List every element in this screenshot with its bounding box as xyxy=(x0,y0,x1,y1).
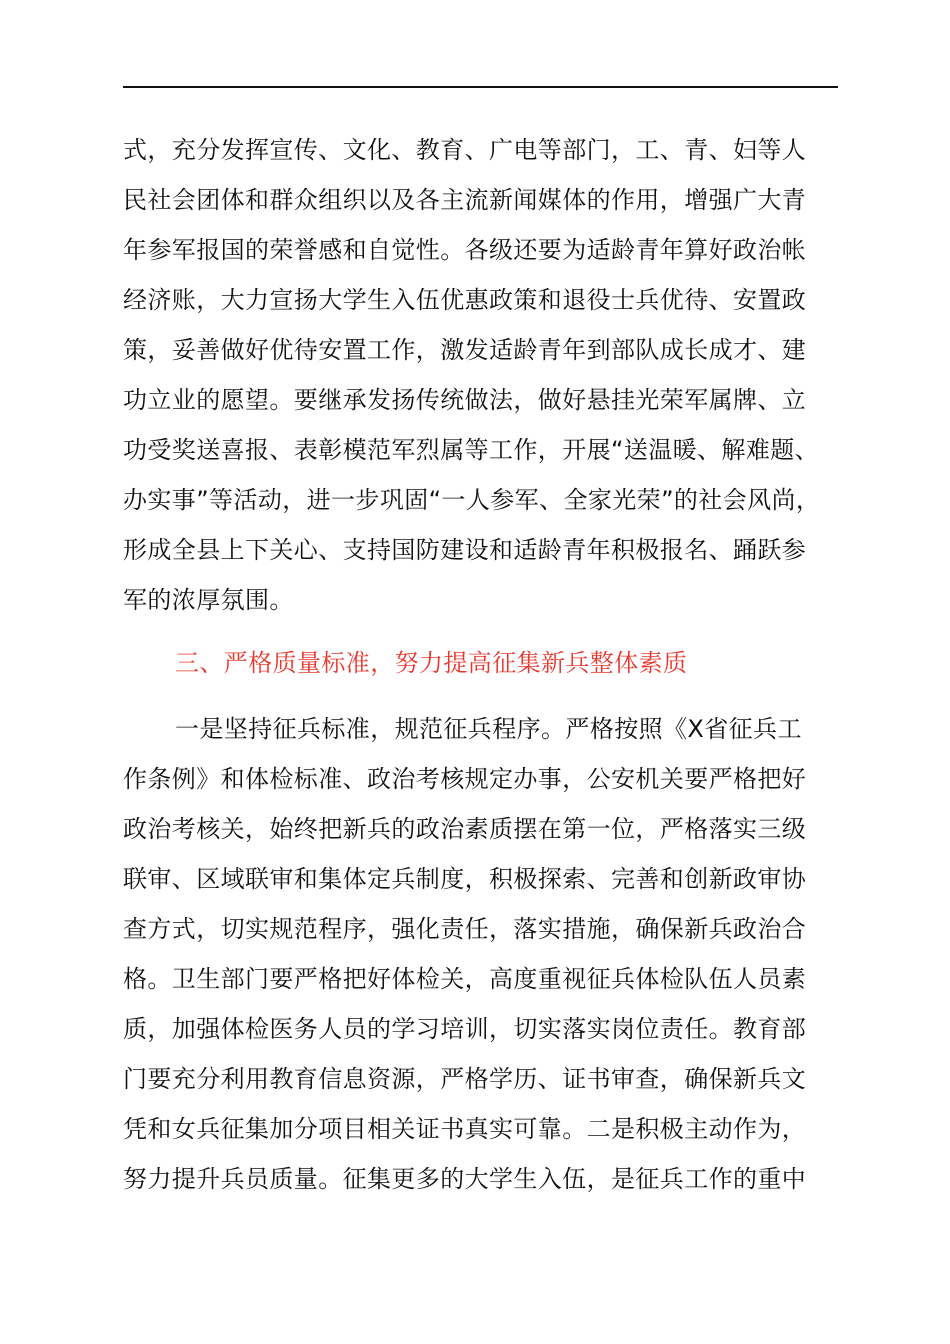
body-line: 格。卫生部门要严格把好体检关，高度重视征兵体检队伍人员素 xyxy=(123,965,807,993)
body-line: 作条例》和体检标准、政治考核规定办事，公安机关要严格把好 xyxy=(123,765,807,793)
body-line: 形成全县上下关心、支持国防建设和适龄青年积极报名、踊跃参 xyxy=(123,536,807,564)
section-heading: 三、严格质量标准，努力提高征集新兵整体素质 xyxy=(175,649,688,677)
body-line: 一是坚持征兵标准，规范征兵程序。严格按照《X省征兵工 xyxy=(175,715,802,743)
body-line: 策，妥善做好优待安置工作，激发适龄青年到部队成长成才、建 xyxy=(123,336,807,364)
body-line: 年参军报国的荣誉感和自觉性。各级还要为适龄青年算好政治帐 xyxy=(123,236,807,264)
body-line: 查方式，切实规范程序，强化责任，落实措施，确保新兵政治合 xyxy=(123,915,807,943)
body-line: 办实事”等活动，进一步巩固“一人参军、全家光荣”的社会风尚， xyxy=(123,486,821,514)
body-line: 联审、区域联审和集体定兵制度，积极探索、完善和创新政审协 xyxy=(123,865,807,893)
body-line: 民社会团体和群众组织以及各主流新闻媒体的作用，增强广大青 xyxy=(123,186,807,214)
body-line: 军的浓厚氛围。 xyxy=(123,586,294,614)
body-line: 政治考核关，始终把新兵的政治素质摆在第一位，严格落实三级 xyxy=(123,815,807,843)
body-line: 经济账，大力宣扬大学生入伍优惠政策和退役士兵优待、安置政 xyxy=(123,286,807,314)
body-line: 式，充分发挥宣传、文化、教育、广电等部门，工、青、妇等人 xyxy=(123,136,807,164)
header-rule xyxy=(123,86,838,88)
body-line: 凭和女兵征集加分项目相关证书真实可靠。二是积极主动作为， xyxy=(123,1115,807,1143)
body-line: 门要充分利用教育信息资源，严格学历、证书审查，确保新兵文 xyxy=(123,1065,807,1093)
body-line: 功立业的愿望。要继承发扬传统做法，做好悬挂光荣军属牌、立 xyxy=(123,386,807,414)
body-line: 质，加强体检医务人员的学习培训，切实落实岗位责任。教育部 xyxy=(123,1015,807,1043)
body-line: 功受奖送喜报、表彰模范军烈属等工作，开展“送温暖、解难题、 xyxy=(123,436,820,464)
body-line: 努力提升兵员质量。征集更多的大学生入伍，是征兵工作的重中 xyxy=(123,1165,807,1193)
